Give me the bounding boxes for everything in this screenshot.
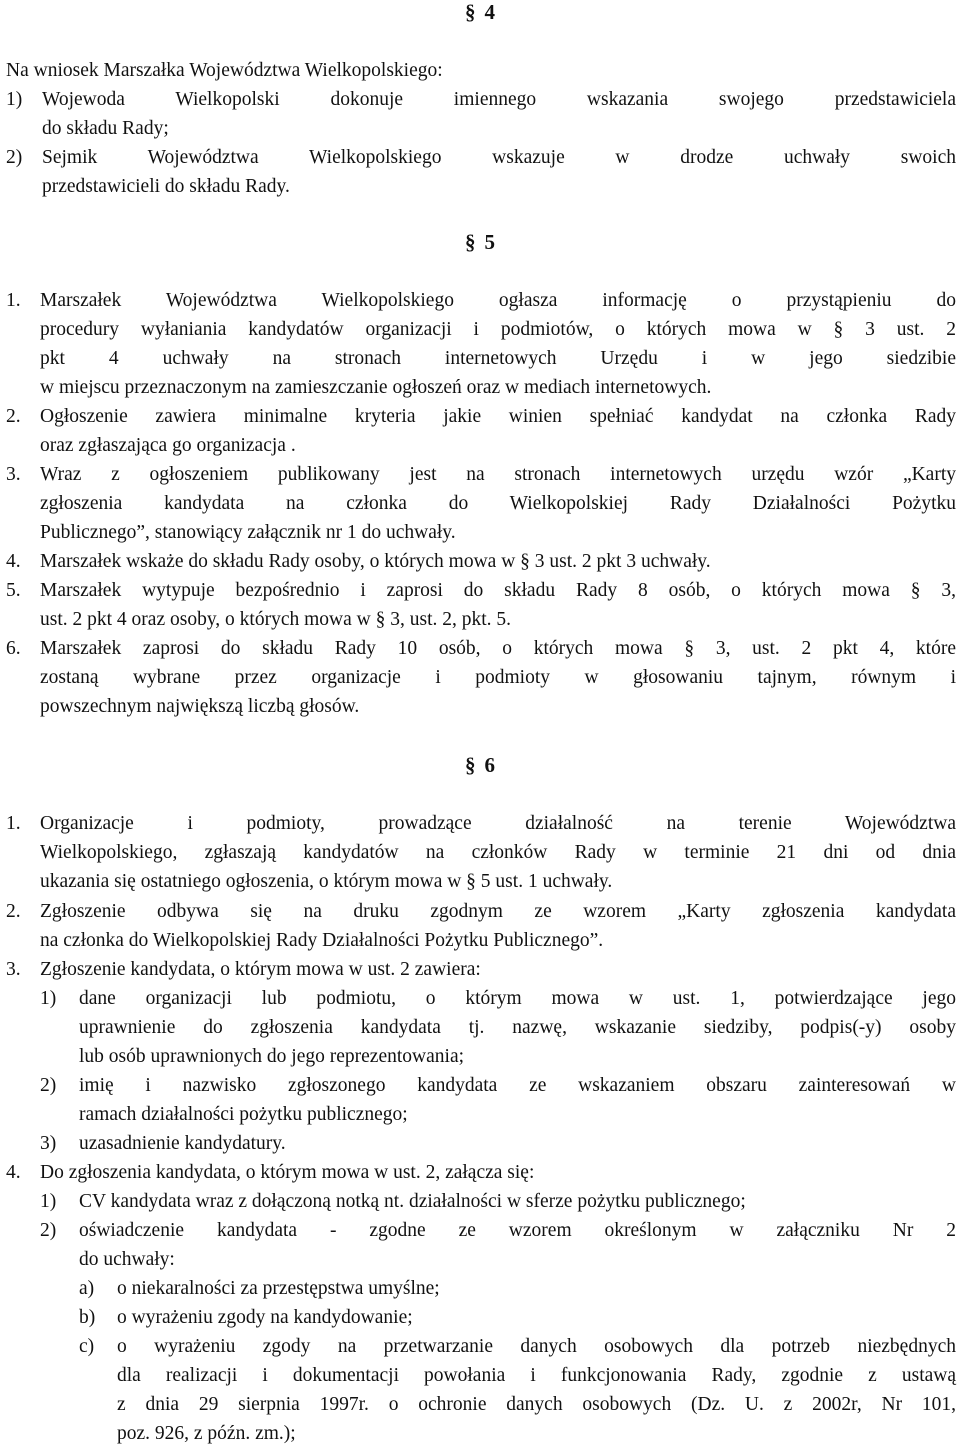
section-symbol: § [465,0,476,24]
item-number: 1. [6,813,21,834]
subitem-line: ramach działalności pożytku publicznego; [79,1104,408,1125]
letter-marker: c) [79,1336,95,1357]
subitem-number: 1) [40,988,57,1009]
item-number: 4. [6,551,21,572]
item-line: Organizacje i podmioty, prowadzące działalność na terenie Województwa [40,813,956,834]
item-number: 2. [6,901,21,922]
item-line: Wielkopolskiego, zgłaszają kandydatów na członków Rady w terminie 21 dni od dnia [40,842,956,863]
item-number: 3. [6,464,21,485]
section-symbol: § [465,753,476,777]
item-line: ust. 2 pkt 4 oraz osoby, o których mowa w § 3, ust. 2, pkt. 5. [40,609,512,630]
intro-text: Na wniosek Marszałka Województwa Wielkopolskiego: [6,60,443,81]
section-number: 5 [484,230,495,254]
item-line: pkt 4 uchwały na stronach internetowych Urzędu i w jego siedzibie [40,348,956,369]
item-line: ukazania się ostatniego ogłoszenia, o którym mowa w § 5 ust. 1 uchwały. [40,871,613,892]
item-line: Zgłoszenie odbywa się na druku zgodnym ze wzorem „Karty zgłoszenia kandydata [40,901,956,922]
item-line: Zgłoszenie kandydata, o którym mowa w ust. 2 zawiera: [40,959,481,980]
item-number: 2. [6,406,21,427]
letter-line: poz. 926, z późn. zm.); [117,1423,296,1444]
item-line: do składu Rady; [42,118,169,139]
letter-line: dla realizacji i dokumentacji powołania i funkcjonowania Rady, zgodnie z ustawą [117,1365,956,1386]
item-number: 1. [6,290,21,311]
item-line: oraz zgłaszająca go organizacja . [40,435,296,456]
subitem-line: lub osób uprawnionych do jego reprezentowania; [79,1046,465,1067]
section-symbol: § [465,230,476,254]
item-number: 6. [6,638,21,659]
subitem-number: 2) [40,1075,57,1096]
item-line: zgłoszenia kandydata na członka do Wielkopolskiej Rady Działalności Pożytku [40,493,956,514]
letter-marker: b) [79,1307,96,1328]
item-line: w miejscu przeznaczonym na zamieszczanie ogłoszeń oraz w mediach internetowych. [40,377,712,398]
section-number: 4 [484,0,495,24]
item-line: Publicznego”, stanowiący załącznik nr 1 do uchwały. [40,522,456,543]
item-line: zostaną wybrane przez organizacje i podmioty w głosowaniu tajnym, równym i [40,667,956,688]
letter-line: z dnia 29 sierpnia 1997r. o ochronie danych osobowych (Dz. U. z 2002r, Nr 101, [117,1394,956,1415]
item-line: Sejmik Województwa Wielkopolskiego wskazuje w drodze uchwały swoich [42,147,956,168]
subitem-line: uprawnienie do zgłoszenia kandydata tj. nazwę, wskazanie siedziby, podpis(-y) osoby [79,1017,956,1038]
subitem-line: dane organizacji lub podmiotu, o którym mowa w ust. 1, potwierdzające jego [79,988,956,1009]
section-heading-4 [0,0,960,27]
subitem-line: do uchwały: [79,1249,175,1270]
subitem-line: oświadczenie kandydata - zgodne ze wzorem określonym w załączniku Nr 2 [79,1220,956,1241]
subitem-number: 2) [40,1220,57,1241]
item-number: 4. [6,1162,21,1183]
section-number: 6 [484,753,495,777]
item-line: Marszałek wytypuje bezpośrednio i zaprosi do składu Rady 8 osób, o których mowa § 3, [40,580,956,601]
item-line: Wojewoda Wielkopolski dokonuje imiennego wskazania swojego przedstawiciela [42,89,956,110]
item-line: Do zgłoszenia kandydata, o którym mowa w ust. 2, załącza się: [40,1162,535,1183]
item-line: Marszałek zaprosi do składu Rady 10 osób, o których mowa § 3, ust. 2 pkt 4, które [40,638,956,659]
item-line: powszechnym największą liczbą głosów. [40,696,360,717]
section-4-intro [6,56,956,85]
letter-line: o wyrażeniu zgody na kandydowanie; [117,1307,413,1328]
item-line: Marszałek Województwa Wielkopolskiego ogłasza informację o przystąpieniu do [40,290,956,311]
item-number: 1) [6,89,23,110]
item-line: Ogłoszenie zawiera minimalne kryteria jakie winien spełniać kandydat na członka Rady [40,406,956,427]
letter-line: o wyrażeniu zgody na przetwarzanie danych osobowych dla potrzeb niezbędnych [117,1336,956,1357]
item-line: na członka do Wielkopolskiej Rady Działalności Pożytku Publicznego”. [40,930,604,951]
subitem-number: 3) [40,1133,57,1154]
item-number: 5. [6,580,21,601]
item-line: Marszałek wskaże do składu Rady osoby, o których mowa w § 3 ust. 2 pkt 3 uchwały. [40,551,711,572]
section-heading-5 [0,228,960,257]
item-number: 3. [6,959,21,980]
item-line: przedstawicieli do składu Rady. [42,176,290,197]
subitem-number: 1) [40,1191,57,1212]
item-number: 2) [6,147,23,168]
subitem-line: uzasadnienie kandydatury. [79,1133,286,1154]
subitem-line: CV kandydata wraz z dołączoną notką nt. działalności w sferze pożytku publicznego; [79,1191,746,1212]
letter-line: o niekaralności za przestępstwa umyślne; [117,1278,440,1299]
item-line: procedury wyłaniania kandydatów organizacji i podmiotów, o których mowa w § 3 ust. 2 [40,319,956,340]
letter-marker: a) [79,1278,95,1299]
item-line: Wraz z ogłoszeniem publikowany jest na stronach internetowych urzędu wzór „Karty [40,464,956,485]
subitem-line: imię i nazwisko zgłoszonego kandydata ze wskazaniem obszaru zainteresowań w [79,1075,956,1096]
section-heading-6 [0,751,960,780]
